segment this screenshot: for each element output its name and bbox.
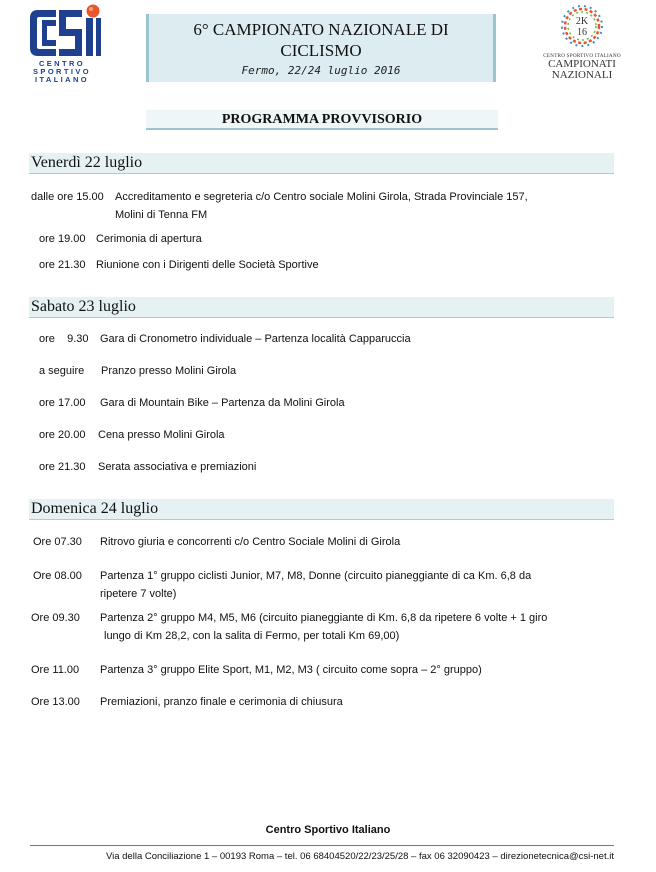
- entry-time: Ore 07.30: [33, 536, 82, 548]
- entry-time: Ore 08.00: [33, 570, 82, 582]
- page-title-line-1: 6° CAMPIONATO NAZIONALE DI: [193, 20, 449, 39]
- day-header-venerdi: Venerdì 22 luglio: [29, 153, 614, 174]
- entry-text: Cena presso Molini Girola: [98, 429, 225, 441]
- footer-divider: [30, 845, 614, 846]
- cn-org: CENTRO SPORTIVO ITALIANO: [543, 53, 621, 59]
- title-box: [146, 14, 496, 82]
- cn-year-bottom: 16: [577, 27, 587, 38]
- entry-text-2: ripetere 7 volte): [100, 588, 177, 600]
- entry-time: ore 21.30: [39, 259, 86, 271]
- footer-org: Centro Sportivo Italiano: [265, 824, 391, 836]
- entry-text: Premiazioni, pranzo finale e cerimonia di chiusura: [100, 696, 343, 708]
- entry-time: ore 17.00: [39, 397, 86, 409]
- entry-text: Accreditamento e segreteria c/o Centro sociale Molini Girola, Strada Provinciale 157,: [115, 191, 528, 203]
- csi-caption-3: ITALIANO: [34, 75, 90, 84]
- csi-logo: [26, 4, 104, 84]
- entry-text: Riunione con i Dirigenti delle Società Sportive: [96, 259, 319, 271]
- cn-year-top: 2K: [575, 16, 589, 27]
- page-subtitle: Fermo, 22/24 luglio 2016: [241, 64, 401, 77]
- entry-time: Ore 09.30: [31, 612, 80, 624]
- entry-time: Ore 13.00: [31, 696, 80, 708]
- footer-address: Via della Conciliazione 1 – 00193 Roma – tel. 06 68404520/22/23/25/28 – fax 06 32090423 – direzionetecnica@csi-net.it: [105, 851, 614, 862]
- entry-time: Ore 11.00: [31, 664, 80, 676]
- entry-text: Cerimonia di apertura: [96, 233, 202, 245]
- entry-time: dalle ore 15.00: [31, 191, 104, 203]
- entry-text: Gara di Cronometro individuale – Partenza località Capparuccia: [100, 333, 411, 345]
- entry-text: Partenza 1° gruppo ciclisti Junior, M7, M8, Donne (circuito pianeggiante di ca Km. 6,8 da: [100, 570, 532, 582]
- campionati-logo: [540, 4, 624, 86]
- csi-caption-1: CENTRO: [38, 59, 86, 68]
- entry-time: ore 20.00: [39, 429, 86, 441]
- entry-text: Partenza 3° gruppo Elite Sport, M1, M2, M3 ( circuito come sopra – 2° gruppo): [100, 664, 482, 676]
- campionati-ring-icon: [554, 4, 610, 48]
- day-header-sabato: Sabato 23 luglio: [29, 297, 614, 318]
- entry-time: ore 19.00: [39, 233, 86, 245]
- entry-text-2: lungo di Km 28,2, con la salita di Fermo, per totali Km 69,00): [104, 630, 400, 642]
- programma-heading: PROGRAMMA PROVVISORIO: [146, 110, 498, 130]
- cn-line1: CAMPIONATI: [548, 58, 616, 70]
- csi-caption-2: SPORTIVO: [33, 67, 91, 76]
- cn-line2: NAZIONALI: [551, 69, 613, 81]
- page-title-line-2: CICLISMO: [280, 41, 362, 60]
- entry-text: Ritrovo giuria e concorrenti c/o Centro Sociale Molini di Girola: [100, 536, 401, 548]
- entry-text: Serata associativa e premiazioni: [98, 461, 257, 473]
- day-header-domenica: Domenica 24 luglio: [29, 499, 614, 520]
- entry-text: Pranzo presso Molini Girola: [101, 365, 237, 377]
- entry-text: Gara di Mountain Bike – Partenza da Molini Girola: [100, 397, 345, 409]
- entry-time: a seguire: [39, 365, 85, 377]
- entry-time: ore 9.30: [39, 333, 89, 345]
- entry-time: ore 21.30: [39, 461, 86, 473]
- csi-emblem-icon: [26, 4, 104, 60]
- entry-text-2: Molini di Tenna FM: [115, 209, 208, 221]
- entry-text: Partenza 2° gruppo M4, M5, M6 (circuito pianeggiante di Km. 6,8 da ripetere 6 volte + 1 giro: [100, 612, 548, 624]
